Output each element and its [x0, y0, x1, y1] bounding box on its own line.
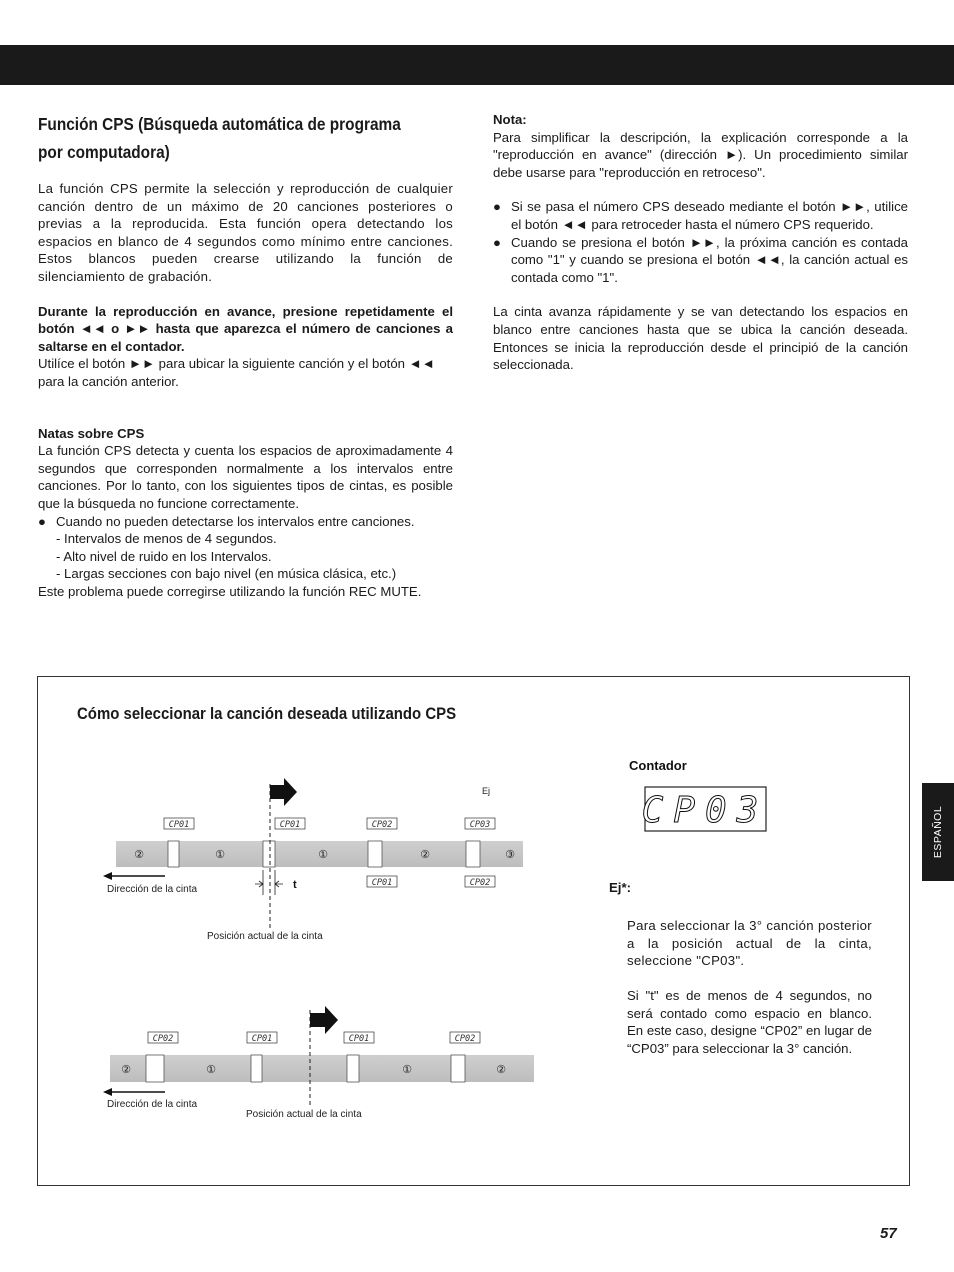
song-number: ① — [318, 848, 328, 861]
cp-label: CP01 — [279, 820, 301, 830]
blank-gap — [168, 841, 179, 867]
cp-label: CP02 — [152, 1034, 174, 1044]
song-number: ② — [420, 848, 430, 861]
direction-label: Dirección de la cinta — [107, 1099, 198, 1110]
ej-text-1: Para seleccionar la 3° canción posterior a la posición actual de la cinta, seleccione "CP03". — [627, 918, 872, 969]
ej-label: Ej*: — [609, 880, 631, 895]
cp-label: CP02 — [371, 820, 393, 830]
intro-paragraph: La función CPS permite la selección y reproducción de cualquier canción dentro de un máximo de 20 canciones posteriores o previas a la reproducida. Esta función opera detectando los espacios en blanco de 4 segundos como mínimo entre canciones. Estos blancos pueden crearse utilizando la función de silenciamiento de grabación. — [38, 181, 453, 284]
blank-gap — [451, 1055, 465, 1082]
nota-heading: Nota: — [493, 112, 527, 127]
instruction-text: Utilíce el botón ►► para ubicar la siguiente canción y el botón ◄◄ para la canción anterior. — [38, 356, 435, 389]
t-label: t — [293, 879, 297, 891]
blank-gap — [146, 1055, 164, 1082]
song-number: ② — [121, 1063, 131, 1076]
blank-gap — [466, 841, 480, 867]
song-number: ① — [402, 1063, 412, 1076]
notes-item: - Largas secciones con bajo nivel (en música clásica, etc.) — [56, 566, 397, 582]
diagram-1 — [103, 778, 523, 942]
blank-gap — [347, 1055, 359, 1082]
cp-label: CP02 — [469, 878, 491, 888]
box-title: Cómo seleccionar la canción deseada utilizando CPS — [77, 704, 457, 723]
bullet-dot-icon: ● — [493, 234, 501, 250]
position-label: Posición actual de la cinta — [207, 931, 323, 942]
counter-display — [629, 758, 768, 831]
cp-label: CP03 — [469, 820, 491, 830]
diagram-2 — [103, 1006, 534, 1120]
language-tab — [922, 783, 954, 881]
cp-label: CP01 — [251, 1034, 273, 1044]
notes-text: La función CPS detecta y cuenta los espacios de aproximadamente 4 segundos que corresponden normalmente a los intervalos entre canciones. Por lo tanto, con los siguientes tipos de cintas, es posible que la búsqueda no funcione correctamente. — [38, 443, 453, 511]
song-number: ③ — [505, 848, 515, 861]
nota-text: Para simplificar la descripción, la explicación corresponde a la "reproducción en avance" (dirección ►). Un procedimiento similar debe usarse para "reproducción en retroceso". — [493, 129, 908, 180]
tape-strip — [110, 1055, 534, 1082]
position-label: Posición actual de la cinta — [246, 1109, 362, 1120]
ej-text-2: Si "t" es de menos de 4 segundos, no será contado como espacio en blanco. En este caso, designe “CP02” en lugar de “CP03” para seleccionar la 3° canción. — [627, 988, 872, 1056]
direction-arrow-icon — [310, 1006, 338, 1034]
instruction-bold: Durante la reproducción en avance, presione repetidamente el botón ◄◄ o ►► hasta que aparezca el número de canciones a saltarse en el contador. — [38, 303, 453, 354]
song-number: ① — [206, 1063, 216, 1076]
song-number: ② — [496, 1063, 506, 1076]
notes-item: - Alto nivel de ruido en los Intervalos. — [56, 548, 272, 564]
direction-arrow-icon — [270, 778, 297, 806]
nota-bullet: ● Cuando se presiona el botón ►►, la próxima canción es contada como "1" y cuando se presiona el botón ◄◄, la canción actual es contada como "1". — [493, 234, 908, 285]
bullet-dot-icon: ● — [493, 199, 501, 215]
nota-footer: La cinta avanza rápidamente y se van detectando los espacios en blanco entre canciones hasta que se ubica la canción deseada. Entonces se inicia la reproducción desde el principió de la canción seleccionada. — [493, 304, 908, 373]
song-number: ① — [215, 848, 225, 861]
tape-direction-arrow-icon — [103, 872, 112, 880]
notes-footer: Este problema puede corregirse utilizando la función REC MUTE. — [38, 583, 422, 599]
section-title: Función CPS (Búsqueda automática de programa por computadora) — [38, 114, 401, 162]
counter-label: Contador — [629, 758, 687, 773]
cp-label: CP01 — [348, 1034, 370, 1044]
ej-small-label: Ej — [482, 786, 491, 796]
nota-bullet: ● Si se pasa el número CPS deseado mediante el botón ►►, utilice el botón ◄◄ para retroceder hasta el número CPS requerido. — [493, 199, 908, 232]
blank-gap — [251, 1055, 262, 1082]
direction-label: Dirección de la cinta — [107, 884, 198, 895]
page-number: 57 — [880, 1225, 897, 1242]
notes-bullet: ● Cuando no pueden detectarse los intervalos entre canciones. — [38, 513, 415, 529]
cp-label: CP01 — [371, 878, 393, 888]
language-tab-label: ESPAÑOL — [932, 805, 944, 859]
bullet-dot-icon: ● — [38, 513, 46, 529]
blank-gap — [263, 841, 275, 867]
notes-item: - Intervalos de menos de 4 segundos. — [56, 531, 277, 547]
cp-label: CP02 — [454, 1034, 476, 1044]
song-number: ② — [134, 848, 144, 861]
blank-gap — [368, 841, 382, 867]
cp-label: CP01 — [168, 820, 190, 830]
notes-heading: Natas sobre CPS — [38, 425, 145, 441]
tape-direction-arrow-icon — [103, 1088, 112, 1096]
counter-value: CP03 — [641, 790, 769, 831]
